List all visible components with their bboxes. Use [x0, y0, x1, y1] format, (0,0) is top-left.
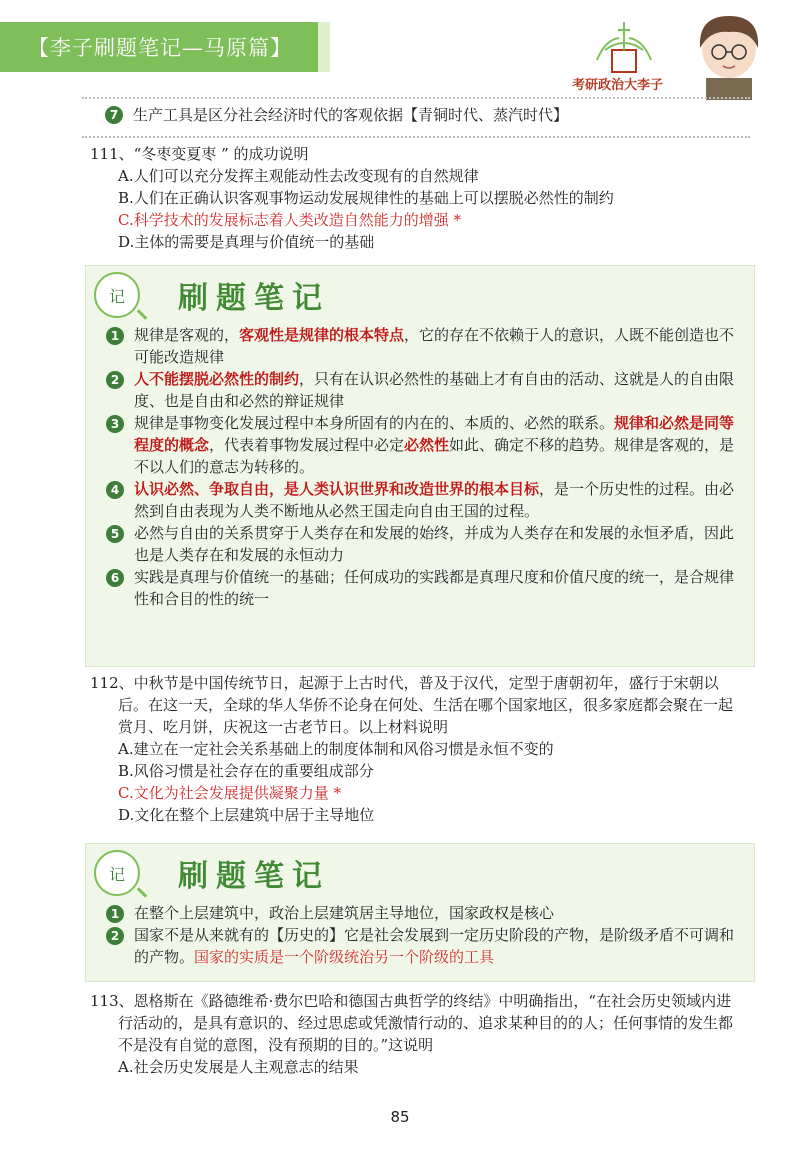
note-magnifier-icon: 记 [94, 850, 140, 896]
number-badge: 6 [106, 569, 124, 587]
number-badge: 2 [106, 927, 124, 945]
option-a: A.建立在一定社会关系基础上的制度体制和风俗习惯是永恒不变的 [118, 740, 554, 758]
header-banner [0, 22, 330, 72]
note-title [86, 844, 754, 902]
note-text: 必然与自由的关系贯穿于人类存在和发展的始终，并成为人类存在和发展的永恒矛盾，因此也是人类存在和发展的永恒动力 [134, 524, 735, 564]
note-text: 实践是真理与价值统一的基础；任何成功的实践都是真理尺度和价值尺度的统一，是合规律性和合目的性的统一 [134, 568, 735, 608]
divider [82, 97, 750, 99]
note-title [86, 266, 754, 324]
number-badge: 3 [106, 415, 124, 433]
note-text: 在整个上层建筑中，政治上层建筑居主导地位，国家政权是核心 [134, 904, 555, 922]
note-box [85, 843, 755, 982]
note-text: 规律是客观的，客观性是规律的根本特点，它的存在不依赖于人的意识，人既不能创造也不可能改造规律 [134, 326, 735, 366]
note-heading: 刷题笔记 [178, 281, 330, 316]
question-112 [90, 672, 745, 826]
option-a: A.社会历史发展是人主观意志的结果 [118, 1058, 359, 1076]
note-text: 国家不是从来就有的【历史的】它是社会发展到一定历史阶段的产物，是阶级矛盾不可调和的产物。国家的实质是一个阶级统治另一个阶级的工具 [134, 926, 735, 966]
question-111 [90, 143, 745, 253]
logo-text: 考研政治大李子 [572, 78, 664, 93]
note-item [86, 412, 754, 478]
note-magnifier-icon: 记 [94, 272, 140, 318]
note-item [86, 368, 754, 412]
top-point [105, 104, 760, 125]
note-text: 规律是事物变化发展过程中本身所固有的内在的、本质的、必然的联系。规律和必然是同等程度的概念，代表着事物发展过程中必定必然性如此、确定不移的趋势。规律是客观的，是不以人们的意志为转移的。 [134, 414, 735, 476]
option-a: A.人们可以充分发挥主观能动性去改变现有的自然规律 [118, 167, 479, 185]
note-text: 人不能摆脱必然性的制约，只有在认识必然性的基础上才有自由的活动、这就是人的自由限度、也是自由和必然的辩证规律 [134, 370, 735, 410]
note-item [86, 566, 754, 610]
number-badge: 1 [106, 905, 124, 923]
option-b: B.风俗习惯是社会存在的重要组成部分 [118, 762, 374, 780]
option-c-answer: C.文化为社会发展提供凝聚力量 * [118, 784, 341, 802]
number-badge: 2 [106, 371, 124, 389]
option-d: D.文化在整个上层建筑中居于主导地位 [118, 806, 375, 824]
note-item [86, 924, 754, 968]
note-item [86, 902, 754, 924]
option-d: D.主体的需要是真理与价值统一的基础 [118, 233, 375, 251]
note-text: 认识必然、争取自由，是人类认识世界和改造世界的根本目标，是一个历史性的过程。由必然到自由表现为人类不断地从必然王国走向自由王国的过程。 [134, 480, 735, 520]
top-point-text: 生产工具是区分社会经济时代的客观依据【青铜时代、蒸汽时代】 [133, 106, 569, 124]
divider [82, 136, 750, 138]
note-box [85, 265, 755, 667]
question-stem: 111、“冬枣变夏枣 ” 的成功说明 [90, 145, 309, 163]
option-b: B.人们在正确认识客观事物运动发展规律性的基础上可以摆脱必然性的制约 [118, 189, 614, 207]
question-113 [90, 990, 745, 1078]
note-item [86, 522, 754, 566]
question-stem: 112、中秋节是中国传统节日，起源于上古时代，普及于汉代，定型于唐朝初年，盛行于宋朝以后。在这一天，全球的华人华侨不论身在何处、生活在哪个国家地区，很多家庭都会聚在一起赏月、吃月饼，庆祝这一古老节日。以上材料说明 [90, 674, 734, 736]
number-badge: 5 [106, 525, 124, 543]
note-item [86, 478, 754, 522]
note-item [86, 324, 754, 368]
number-badge: 4 [106, 481, 124, 499]
header-title: 【李子刷题笔记—马原篇】 [28, 36, 292, 60]
avatar [688, 10, 770, 100]
question-stem: 113、恩格斯在《路德维希·费尔巴哈和德国古典哲学的终结》中明确指出，“在社会历史领域内进行活动的，是具有意识的、经过思虑或凭激情行动的、追求某种目的的人；任何事情的发生都不是没有自觉的意图，没有预期的目的。”这说明 [90, 992, 734, 1054]
number-badge: 7 [105, 106, 123, 124]
option-c-answer: C.科学技术的发展标志着人类改造自然能力的增强 * [118, 211, 461, 229]
note-heading: 刷题笔记 [178, 859, 330, 894]
page-number: 85 [390, 1108, 410, 1126]
number-badge: 1 [106, 327, 124, 345]
